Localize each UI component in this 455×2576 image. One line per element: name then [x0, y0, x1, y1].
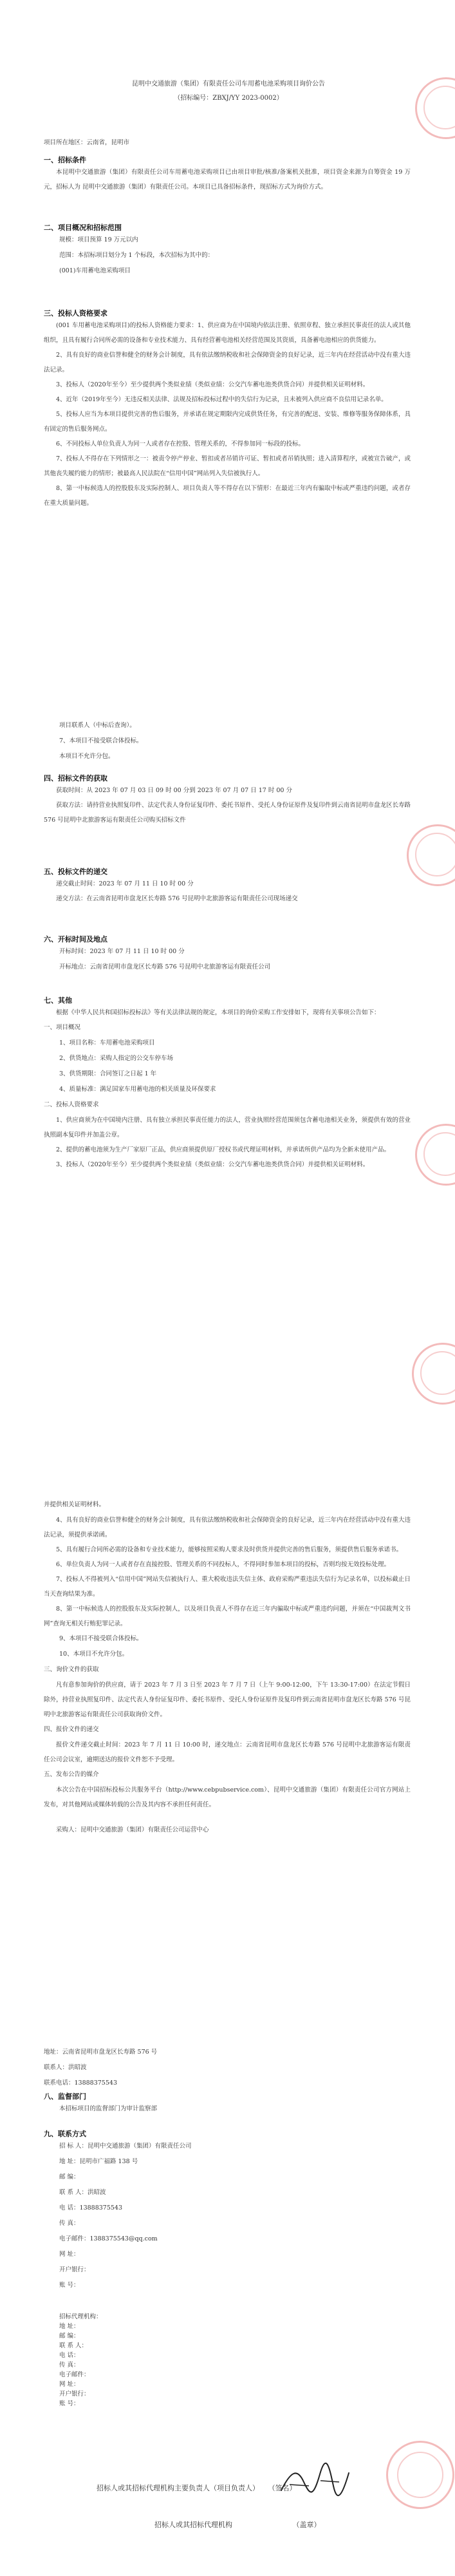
section-7-req: 1、供应商须为在中国境内注册、具有独立承担民事责任能力的法人，营业执照经营范围须包含蓄电池相关业务，须提供有效的营业执照副本复印件并加盖公章。	[44, 1117, 411, 1139]
section-5-deadline: 递交截止时间：2023 年 07 月 11 日 10 时 00 分	[56, 880, 194, 887]
tenderer-account: 账 号：	[59, 2282, 80, 2289]
section-3-item: 7、投标人不得存在下列情形之一：被责令停产停业、暂扣或者吊销许可证、暂扣或者吊销执照；进入清算程序，或被宣告破产，或其他丧失履约能力的情形；被最高人民法院在“信用中国”网站列入失信被执行人。	[44, 455, 411, 477]
official-seal-stamp	[407, 824, 455, 886]
section-4	[44, 773, 411, 828]
section-8	[44, 2045, 411, 2117]
official-seal-stamp	[415, 1124, 455, 1186]
section-7-list-item: 2、供货地点：采购人指定的公交车停车场	[59, 1055, 174, 1062]
official-seal-stamp	[412, 1343, 455, 1405]
tenderer-phone: 电 话：13888375543	[59, 2204, 123, 2211]
section-7-req-more: 10、本项目不允许分包。	[59, 1651, 129, 1658]
document-title: 昆明中交通旅游（集团）有限责任公司车用蓄电池采购项目询价公告	[132, 80, 325, 88]
section-7-submit-title: 四、报价文件的递交	[44, 1726, 99, 1733]
tenderer-contact: 联 系 人：洪昭波	[59, 2189, 106, 2196]
agent-contact: 联 系 人：	[59, 2342, 88, 2349]
agent-email: 电子邮件：	[59, 2371, 90, 2378]
section-9	[44, 2128, 411, 2293]
section-7-req-more: 7、投标人不得被列入“信用中国”网站失信被执行人、重大税收违法失信主体、政府采购严重违法失信行为记录名单，以投标截止日当天查询结果为准。	[44, 1576, 411, 1598]
agent-info	[44, 2312, 411, 2409]
section-7-req-more: 4、具有良好的商业信誉和健全的财务会计制度，具有依法缴纳税收和社会保障资金的良好记录，近三年内在经营活动中没有重大违法记录，须提供承诺函。	[44, 1517, 411, 1539]
signature-line-2	[154, 2519, 321, 2530]
official-seal-stamp	[415, 77, 455, 139]
section-4-time: 获取时间：从 2023 年 07 月 03 日 09 时 00 分到 2023 年 07 月 07 日 17 时 00 分	[56, 787, 292, 794]
tenderer-name: 招 标 人：昆明中交通旅游（集团）有限责任公司	[59, 2143, 192, 2150]
section-1-heading: 一、招标条件	[44, 156, 86, 164]
section-7-media-text: 本次公告在中国招标投标公共服务平台（http://www.cebpubservice.com）、昆明中交通旅游（集团）有限责任公司官方网站上发布，对其他网站或媒体转载的公告及其内容不承担任何责任。	[44, 1786, 411, 1808]
section-8-address: 地址：云南省昆明市盘龙区长寿路 576 号	[44, 2049, 158, 2056]
signature-line-2-text: 招标人或其招标代理机构	[154, 2521, 232, 2529]
section-7-req-more: 5、具有履行合同所必需的设备和专业技术能力，能够按照采购人要求及时供货并提供完善的售后服务，须提供售后服务承诺书。	[56, 1546, 403, 1553]
tenderer-fax: 传 真：	[59, 2220, 80, 2227]
section-7-media-title: 五、发布公告的媒介	[44, 1771, 99, 1778]
agent-name: 招标代理机构：	[59, 2313, 102, 2320]
agent-account: 账 号：	[59, 2400, 80, 2407]
section-8-body: 本招标项目的监督部门为审计监察部	[59, 2105, 158, 2112]
section-3-note: 7、本项目不接受联合体投标。	[59, 737, 143, 744]
section-6-place: 开标地点：云南省昆明市盘龙区长寿路 576 号昆明中北旅游客运有限责任公司	[59, 963, 271, 971]
section-7	[44, 995, 411, 1172]
section-3	[44, 308, 411, 511]
signature-line-2-suffix: （盖章）	[292, 2521, 321, 2529]
section-3-heading: 三、投标人资格要求	[44, 309, 107, 317]
section-2-scope: 范围：本招标项目划分为 1 个标段，本次招标为其中的：	[59, 252, 214, 259]
agent-post: 邮 编：	[59, 2333, 80, 2340]
section-3-item: 2、具有良好的商业信誉和健全的财务会计制度，具有依法缴纳税收和社会保障资金的良好记录，近三年内在经营活动中没有重大违法记录。	[44, 352, 411, 374]
section-2	[44, 222, 411, 279]
section-7-req: 2、提供的蓄电池须为生产厂家原厂正品，供应商须提供原厂授权书或代理证明材料，并承诺所供产品均为全新未使用产品。	[56, 1146, 391, 1153]
section-7-list-item: 1、项目名称：车用蓄电池采购项目	[59, 1039, 155, 1046]
section-1-body: 本昆明中交通旅游（集团）有限责任公司车用蓄电池采购项目已由项目审批/核准/备案机关批准，项目资金来源为自筹资金 19 万元，招标人为 昆明中交通旅游（集团）有限责任公司。本项目已具备招标条件，现招标方式为询价方式。	[44, 169, 411, 191]
section-2-scale: 规模：项目预算 19 万元以内	[59, 236, 138, 243]
section-9-heading: 九、联系方式	[44, 2130, 86, 2138]
section-7-list-item: 4、质量标准：满足国家车用蓄电池的相关质量及环保要求	[59, 1086, 216, 1093]
handwritten-signature	[278, 2461, 352, 2506]
section-3-item: 6、不同投标人单位负责人为同一人或者存在控股、管理关系的，不得参加同一标段的投标。	[56, 440, 305, 448]
section-6-time: 开标时间：2023 年 07 月 11 日 10 时 00 分	[59, 948, 185, 955]
section-7-req-more: 6、单位负责人为同一人或者存在直接控股、管理关系的不同投标人，不得同时参加本项目的投标，否则均按无效投标处理。	[56, 1561, 391, 1568]
tenderer-website: 网 址：	[59, 2251, 80, 2258]
section-5-place: 递交方法：在云南省昆明市盘龙区长寿路 576 号昆明中北旅游客运有限责任公司现场递交	[56, 895, 298, 902]
section-5-heading: 五、投标文件的递交	[44, 867, 107, 876]
signature-line-1	[97, 2483, 297, 2493]
section-7-doc-title: 三、询价文件的获取	[44, 1666, 99, 1673]
section-4-heading: 四、招标文件的获取	[44, 774, 107, 782]
section-3-intro: (001 车用蓄电池采购项目)的投标人资格能力要求：1、供应商为在中国境内依法注册、依照章程、独立承担民事责任的法人或其他组织，且具有履行合同所必需的设备和专业技术能力、具有经营蓄电池相关经营范围及其资质，具备蓄电池相应的供货能力。	[44, 322, 411, 344]
section-7-doc-text: 凡有意参加询价的供应商，请于 2023 年 7 月 3 日至 2023 年 7 月 7 日（上午 9:00-12:00，下午 13:30-17:00）在法定节假日除外，持营业执照复印件、法定代表人身份证复印件、委托书原件、受托人身份证原件及复印件到云南省昆明市盘龙区长寿路 576 号昆明中北旅游客运有限责任公司获取询价文件。	[44, 1681, 411, 1718]
section-7-contact-line: 采购人：昆明中交通旅游（集团）有限责任公司运营中心	[56, 1826, 209, 1833]
section-7-intro: 根据《中华人民共和国招标投标法》等有关法律法规的规定，本项目的询价采购工作安排如下，现将有关事项公告如下：	[56, 1009, 380, 1016]
section-3-item: 3、投标人（2020年至今）至少提供两个类似业绩（类似业绩：公交汽车蓄电池类供货合同）并提供相关证明材料。	[56, 381, 369, 388]
section-3-item: 4、近年（2019年至今）无违反相关法律、法规及招标投标过程中的失信行为记录，且未被列入供应商不良信用记录名单。	[56, 396, 387, 403]
section-2-heading: 二、项目概况和招标范围	[44, 223, 122, 232]
section-7-list-item: 3、供货期限：合同签订之日起 1 年	[59, 1070, 157, 1077]
section-7-req-more: 9、本项目不接受联合体投标。	[59, 1635, 143, 1642]
section-7-continued	[44, 1497, 411, 1837]
document-code: （招标编号：ZBXJ/YY 2023-0002）	[174, 95, 283, 102]
section-8-contact: 联系人：洪昭波	[44, 2064, 87, 2071]
section-7-req-more: 并提供相关证明材料。	[44, 1501, 106, 1508]
section-3-item: 5、投标人应当为本项目提供完善的售后服务，并承诺在规定期限内完成供货任务，有完善的配送、安装、维修等服务保障体系，具有固定的售后服务网点。	[44, 411, 411, 433]
section-3-note: 项目联系人（中标后查询）。	[59, 722, 136, 729]
agent-website: 网 址：	[59, 2381, 80, 2388]
section-6	[44, 934, 411, 975]
tenderer-bank: 开户银行：	[59, 2266, 90, 2273]
section-2-lot: (001)车用蓄电池采购项目	[59, 267, 131, 274]
section-6-heading: 六、开标时间及地点	[44, 935, 107, 943]
section-3-notes	[44, 718, 411, 764]
agent-phone: 电 话：	[59, 2352, 80, 2359]
tenderer-address: 地 址：昆明市广福路 138 号	[59, 2158, 138, 2165]
agent-address: 地 址：	[59, 2323, 80, 2330]
agent-fax: 传 真：	[59, 2362, 80, 2369]
signature-line-1-text: 招标人或其招标代理机构主要负责人（项目负责人）	[97, 2484, 259, 2492]
section-5	[44, 866, 411, 906]
section-3-item: 8、第一中标候选人的控股股东及实际控制人、项目负责人等不得存在以下情形：在最近三年内有骗取中标或严重违约问题，或者存在重大质量问题。	[44, 485, 411, 507]
section-7-heading: 七、其他	[44, 996, 72, 1005]
section-8-phone: 联系电话：13888375543	[44, 2079, 117, 2087]
section-7-req-title: 二、投标人资格要求	[44, 1101, 99, 1108]
tenderer-post: 邮 编：	[59, 2174, 80, 2181]
section-3-note: 本项目不允许分包。	[59, 753, 115, 760]
section-4-method: 获取方法：请持营业执照复印件、法定代表人身份证复印件、委托书原件、受托人身份证原件及复印件到云南省昆明市盘龙区长寿路 576 号昆明中北旅游客运有限责任公司购买招标文件	[44, 802, 411, 824]
section-7-req: 3、投标人（2020年至今）至少提供两个类似业绩（类似业绩：公交汽车蓄电池类供货合同）并提供相关证明材料。	[56, 1161, 369, 1168]
section-7-list-title: 一、项目概况	[44, 1024, 81, 1031]
section-8-heading: 八、监督部门	[44, 2092, 86, 2101]
section-7-req-more: 8、第一中标候选人的控股股东及实际控制人，以及项目负责人不得存在近三年内骗取中标或严重违约问题，并须在“中国裁判文书网”查询无相关行贿犯罪记录。	[44, 1605, 411, 1627]
project-location: 项目所在地区：云南省，昆明市	[44, 139, 130, 146]
official-seal-stamp	[386, 2441, 454, 2509]
section-7-submit-text: 报价文件递交截止时间：2023 年 7 月 11 日 10:00 时，递交地点：云南省昆明市盘龙区长寿路 576 号昆明中北旅游客运有限责任公司会议室，逾期送达的报价文件恕不予受理。	[44, 1741, 411, 1763]
signature-line-1-suffix: （签名）	[268, 2484, 297, 2492]
agent-bank: 开户银行：	[59, 2391, 90, 2398]
section-1	[44, 155, 411, 194]
tenderer-email: 电子邮件：1388375543@qq.com	[59, 2235, 158, 2242]
